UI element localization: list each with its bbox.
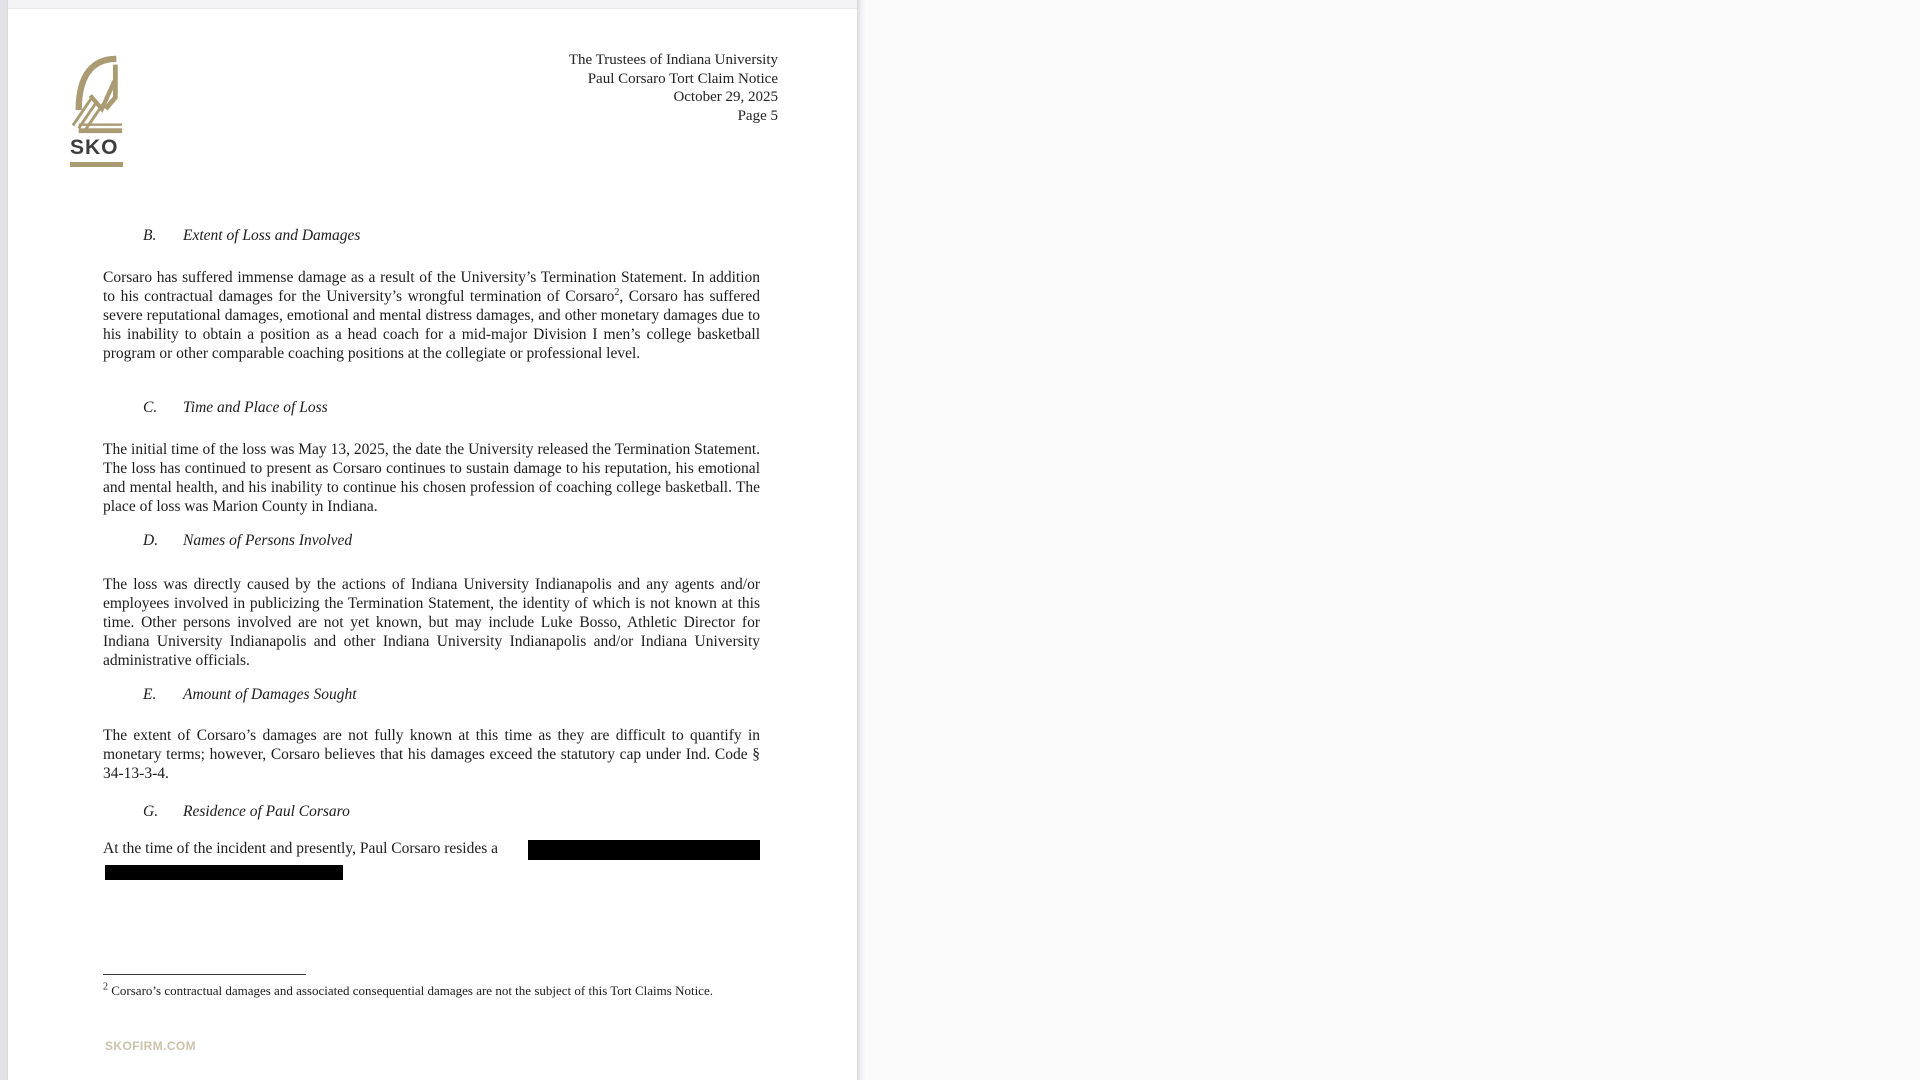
- section-d-letter: D.: [143, 532, 159, 549]
- page-top-margin-strip: [8, 0, 857, 8]
- section-e-heading: [143, 685, 357, 704]
- section-d-heading: [143, 531, 352, 550]
- window-left-gutter: [0, 0, 8, 1080]
- section-g-paragraph: [103, 839, 760, 887]
- section-g-heading: [143, 802, 350, 821]
- section-e-paragraph: The extent of Corsaro’s damages are not fully known at this time as they are difficult to quantify in monetary terms; however, Corsaro believes that his damages exceed the statutory cap under Ind. Code § 34-13-3-4.: [103, 727, 760, 782]
- letter-header-block: [569, 51, 778, 125]
- section-e-letter: E.: [143, 686, 157, 703]
- document-page: [8, 8, 857, 1080]
- footnote-text-block: [103, 983, 760, 999]
- header-page-number: Page 5: [737, 107, 778, 124]
- footnote-separator-line: [103, 974, 306, 975]
- footnote-marker: 2: [103, 981, 108, 993]
- section-g-text: At the time of the incident and presently, Paul Corsaro resides a: [103, 840, 499, 857]
- section-e-title: Amount of Damages Sought: [183, 686, 357, 703]
- section-c-heading: [143, 398, 328, 417]
- section-d-paragraph: The loss was directly caused by the actions of Indiana University Indianapolis and any agents and/or employees involved in publicizing the Termination Statement, the identity of which is not known at this time. Other persons involved are not yet known, but may include Luke Bosso, Athletic Director for Indiana University Indianapolis and other Indiana University Indianapolis and/or Indiana University administrative officials.: [103, 576, 760, 669]
- section-b-text-post: , Corsaro has suffered severe reputational damages, emotional and mental distress damages, and other monetary damages due to his inability to obtain a position as a head coach for a mid-major Division I men’s college basketball program or other comparable coaching positions at the collegiate or professional level.: [103, 288, 760, 362]
- section-b-heading: [143, 226, 360, 245]
- vertical-scrollbar[interactable]: [857, 0, 866, 1080]
- redaction-bar-1: [528, 840, 760, 860]
- footer-website-url: SKOFIRM.COM: [105, 1039, 197, 1053]
- section-g-letter: G.: [143, 803, 159, 820]
- sko-logo-underbar: [70, 162, 123, 167]
- section-d-title: Names of Persons Involved: [183, 532, 353, 549]
- footnote-text: Corsaro’s contractual damages and associated consequential damages are not the subject of this Tort Claims Notice.: [111, 983, 713, 998]
- sko-logo-text: SKO: [70, 136, 119, 159]
- footnote-reference-2: 2: [614, 286, 620, 298]
- section-g-title: Residence of Paul Corsaro: [183, 803, 350, 820]
- section-b-title: Extent of Loss and Damages: [183, 227, 361, 244]
- header-recipient: The Trustees of Indiana University: [568, 52, 778, 68]
- section-c-letter: C.: [143, 399, 158, 416]
- sko-logo-mark-icon: [70, 54, 126, 136]
- header-subject: Paul Corsaro Tort Claim Notice: [587, 70, 778, 87]
- section-b-letter: B.: [143, 227, 157, 244]
- sko-firm-logo: [70, 54, 126, 167]
- section-b-paragraph: [103, 268, 760, 363]
- redaction-bar-2: [105, 865, 343, 880]
- section-b-text-pre: Corsaro has suffered immense damage as a result of the University’s Termination Statement. In addition to his contractual damages for the University’s wrongful termination of Corsaro: [103, 269, 760, 305]
- section-c-paragraph: The initial time of the loss was May 13, 2025, the date the University released the Termination Statement. The loss has continued to present as Corsaro continues to sustain damage to his reputation, his emotional and mental health, and his inability to continue his chosen profession of coaching college basketball. The place of loss was Marion County in Indiana.: [103, 441, 760, 515]
- section-c-title: Time and Place of Loss: [183, 399, 328, 416]
- header-date: October 29, 2025: [673, 89, 778, 105]
